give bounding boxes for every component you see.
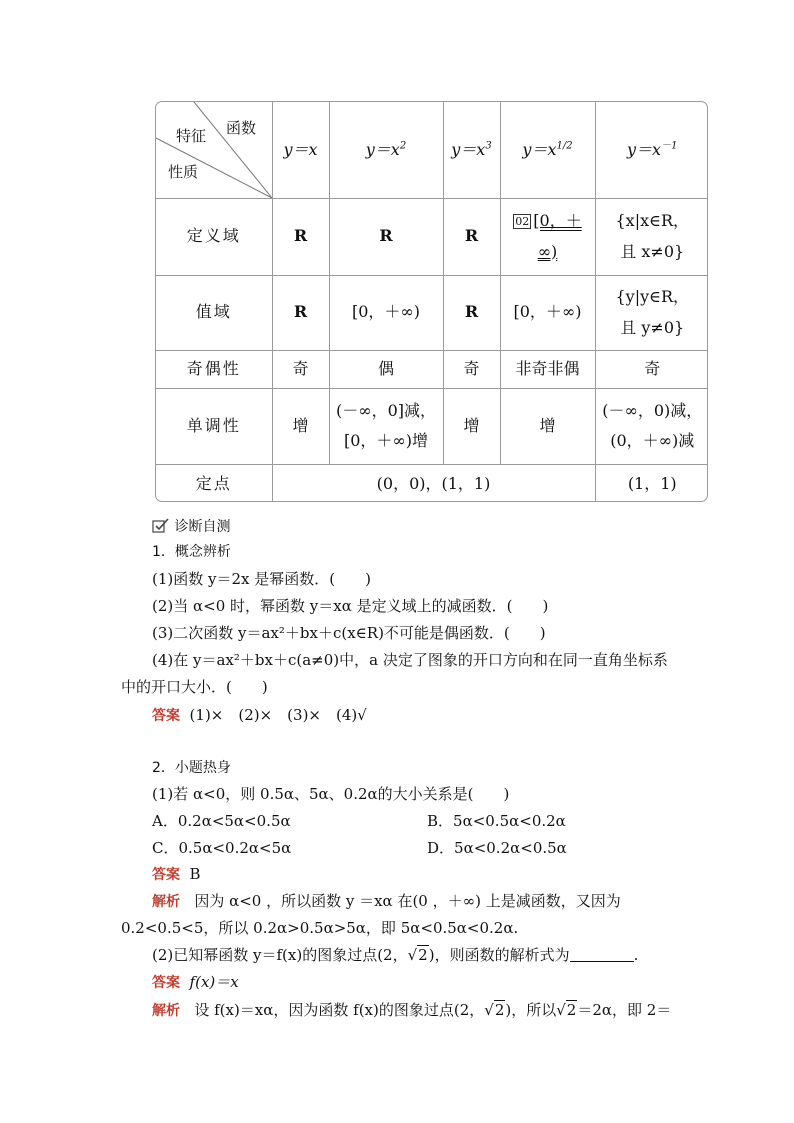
fixed-common: (0，0)，(1，1) <box>272 464 595 502</box>
header-y-eq-x2: $y=x^2$ <box>329 102 443 198</box>
parity-x3: 奇 <box>443 350 500 388</box>
q1-answer: 答案 (1)× (2)× (3)× (4)√ <box>152 706 367 724</box>
mono-x-half: 增 <box>500 388 595 464</box>
q2-answer-2: 答案 f(x)＝x <box>152 973 239 991</box>
row-fixed-point <box>156 464 708 502</box>
sqrt-2-b: √2 <box>484 1001 505 1019</box>
mono-x2: (－∞，0]减， [0，＋∞)增 <box>329 388 443 464</box>
header-y-eq-x-half: $y=x^{1/2}$ <box>500 102 595 198</box>
mono-x: 增 <box>272 388 329 464</box>
parity-x2: 偶 <box>329 350 443 388</box>
parity-x: 奇 <box>272 350 329 388</box>
domain-x-neg1: {x|x∈R， 且 x≠0} <box>595 198 708 275</box>
q2-analysis-1a: 解析 因为 α<0 ，所以函数 y ＝xα 在(0 ，＋∞) 上是减函数，又因为 <box>152 892 621 910</box>
corner-label-texing: 特征 <box>176 127 207 145</box>
answer-blank <box>570 947 634 962</box>
q1-item-4: (4)在 y＝ax²＋bx＋c(a≠0)中，a 决定了图象的开口方向和在同一直角坐标系 <box>152 651 668 669</box>
q2-answer-1: 答案 B <box>152 865 201 883</box>
q2-option-b: B．5α<0.5α<0.2α <box>427 812 566 830</box>
range-x-half: [0，＋∞) <box>500 275 595 350</box>
fixed-neg1: (1，1) <box>595 464 708 502</box>
mono-x3: 增 <box>443 388 500 464</box>
q2-title: 2．小题热身 <box>152 760 231 776</box>
range-x3: R <box>443 275 500 350</box>
domain-x2: R <box>329 198 443 275</box>
sqrt-2: √2 <box>407 946 428 964</box>
power-function-table <box>155 101 708 502</box>
header-y-eq-x3: $y=x^3$ <box>443 102 500 198</box>
row-label-domain: 定义域 <box>156 198 272 275</box>
corner-header-cell <box>156 102 272 198</box>
corner-label-hanshu: 函数 <box>226 119 257 137</box>
properties-table <box>156 102 708 502</box>
row-label-monotonic: 单调性 <box>156 388 272 464</box>
q1-item-3: (3)二次函数 y＝ax²＋bx＋c(x∈R)不可能是偶函数．( ) <box>152 624 546 642</box>
row-parity <box>156 350 708 388</box>
row-label-range: 值域 <box>156 275 272 350</box>
parity-x-neg1: 奇 <box>595 350 708 388</box>
table-header-row <box>156 102 708 198</box>
row-range <box>156 275 708 350</box>
header-y-eq-x: y＝x <box>272 102 329 198</box>
q1-item-1: (1)函数 y＝2x 是幂函数．( ) <box>152 570 371 588</box>
domain-x3: R <box>443 198 500 275</box>
header-y-eq-x-neg1: $y=x^{-1}$ <box>595 102 708 198</box>
row-domain <box>156 198 708 275</box>
q2-option-c: C．0.5α<0.2α<5α <box>152 839 292 857</box>
corner-label-xingzhi: 性质 <box>168 163 199 181</box>
q1-item-2: (2)当 α<0 时，幂函数 y＝xα 是定义域上的减函数．( ) <box>152 597 549 615</box>
range-x: R <box>272 275 329 350</box>
range-x2: [0，＋∞) <box>329 275 443 350</box>
q2-analysis-1b: 0.2<0.5<5，所以 0.2α>0.5α>5α，即 5α<0.5α<0.2α. <box>121 919 519 937</box>
blank-tag: 02 <box>515 215 530 229</box>
row-monotonic <box>156 388 708 464</box>
mono-x-neg1: (－∞，0)减， (0，＋∞)减 <box>595 388 708 464</box>
domain-x-half-answer: [0，＋∞) <box>533 211 582 261</box>
q2-p2: (2)已知幂函数 y＝f(x)的图象过点(2，√2)，则函数的解析式为 . <box>152 946 639 964</box>
q1-title: 1．概念辨析 <box>152 544 231 560</box>
q2-analysis-2: 解析 设 f(x)＝xα，因为函数 f(x)的图象过点(2，√2)，所以√2＝2α，即 2＝ <box>152 1001 672 1019</box>
q2-option-a: A．0.2α<5α<0.5α <box>152 812 291 830</box>
checkbox-pencil-icon <box>152 518 170 534</box>
q2-p1: (1)若 α<0，则 0.5α、5α、0.2α的大小关系是( ) <box>152 785 510 803</box>
parity-x-half: 非奇非偶 <box>500 350 595 388</box>
section-title: 诊断自测 <box>152 517 230 537</box>
domain-x: R <box>272 198 329 275</box>
q1-item-4-cont: 中的开口大小．( ) <box>121 678 268 696</box>
q2-option-d: D．5α<0.2α<0.5α <box>427 839 567 857</box>
range-x-neg1: {y|y∈R， 且 y≠0} <box>595 275 708 350</box>
sqrt-2-c: √2 <box>556 1001 577 1019</box>
row-label-parity: 奇偶性 <box>156 350 272 388</box>
domain-x-half <box>500 198 595 275</box>
row-label-fixed: 定点 <box>156 464 272 502</box>
